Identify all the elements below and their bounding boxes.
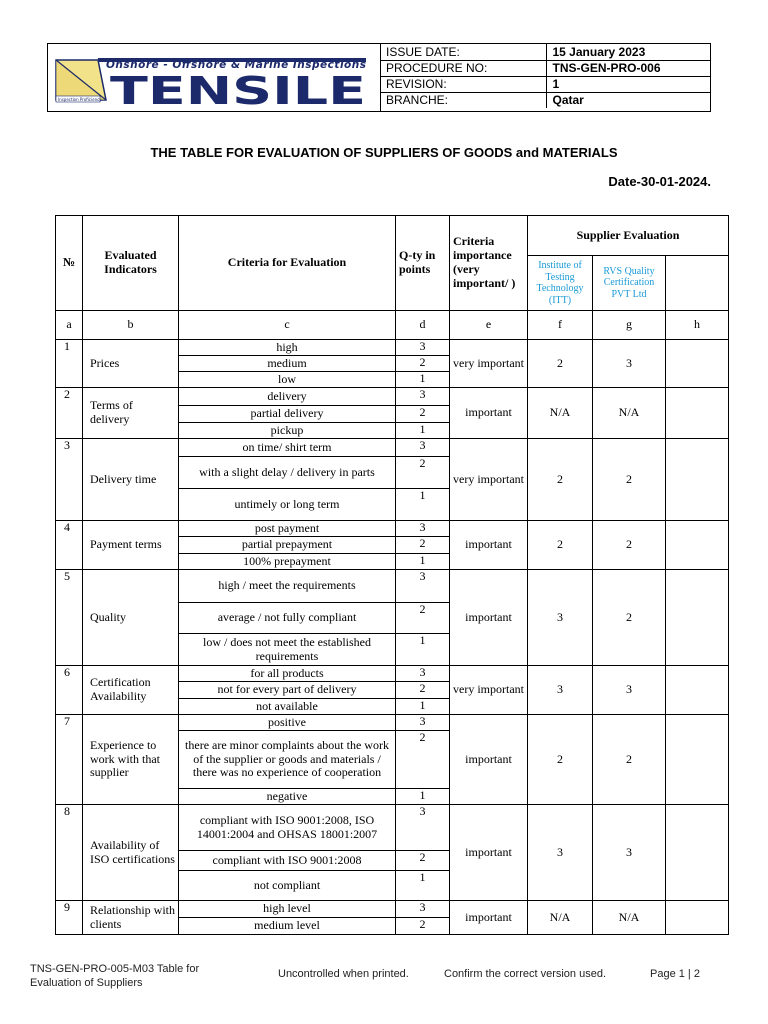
table-row	[56, 521, 729, 537]
company-logo	[48, 44, 381, 111]
criteria-importance: important	[450, 521, 528, 570]
supplier-itt-score: 3	[528, 666, 593, 715]
criteria-points: 2	[396, 682, 450, 699]
supplier-empty-score	[666, 521, 729, 570]
supplier-rvs-score: N/A	[593, 388, 666, 439]
column-letter: d	[396, 311, 450, 340]
footer-doc-ref: TNS-GEN-PRO-005-M03 Table for Evaluation of Suppliers	[30, 963, 200, 990]
supplier-itt-score: 2	[528, 340, 593, 388]
criteria-text: high level	[179, 901, 396, 918]
row-number: 4	[56, 521, 83, 570]
procedure-no-value: TNS-GEN-PRO-006	[546, 60, 710, 76]
footer-uncontrolled: Uncontrolled when printed.	[278, 968, 409, 980]
criteria-importance: important	[450, 715, 528, 805]
criteria-points: 1	[396, 554, 450, 570]
column-letter: g	[593, 311, 666, 340]
criteria-importance: very important	[450, 340, 528, 388]
footer-confirm-version: Confirm the correct version used.	[444, 968, 607, 980]
header-supplier-itt: Institute of Testing Technology (ITT)	[528, 256, 593, 311]
criteria-text: compliant with ISO 9001:2008, ISO 14001:2004 and OHSAS 18001:2007	[179, 805, 396, 851]
table-row	[56, 570, 729, 603]
supplier-rvs-score: 3	[593, 805, 666, 901]
criteria-importance: important	[450, 901, 528, 935]
criteria-points: 1	[396, 699, 450, 715]
document-title: THE TABLE FOR EVALUATION OF SUPPLIERS OF GOODS and MATERIALS	[150, 145, 618, 160]
criteria-text: high / meet the requirements	[179, 570, 396, 603]
evaluated-indicator: Relationship with clients	[83, 901, 179, 935]
supplier-empty-score	[666, 570, 729, 666]
criteria-points: 3	[396, 901, 450, 918]
criteria-points: 2	[396, 356, 450, 372]
supplier-itt-score: 3	[528, 570, 593, 666]
table-row	[56, 340, 729, 356]
criteria-points: 1	[396, 871, 450, 901]
criteria-text: for all products	[179, 666, 396, 682]
criteria-points: 3	[396, 666, 450, 682]
criteria-text: untimely or long term	[179, 489, 396, 521]
row-number: 2	[56, 388, 83, 439]
header-supplier-rvs: RVS Quality Certification PVT Ltd	[593, 256, 666, 311]
supplier-rvs-score: 2	[593, 521, 666, 570]
logo-badge: Inspection Proficiency	[58, 97, 102, 102]
supplier-rvs-score: 2	[593, 715, 666, 805]
supplier-rvs-score: N/A	[593, 901, 666, 935]
header-supplier-empty	[666, 256, 729, 311]
row-number: 5	[56, 570, 83, 666]
revision-label: REVISION:	[380, 76, 546, 92]
supplier-empty-score	[666, 340, 729, 388]
criteria-points: 3	[396, 521, 450, 537]
criteria-points: 2	[396, 406, 450, 423]
header-criteria: Criteria for Evaluation	[179, 216, 396, 311]
criteria-text: low	[179, 372, 396, 388]
table-row	[56, 388, 729, 406]
criteria-points: 1	[396, 372, 450, 388]
supplier-rvs-score: 2	[593, 439, 666, 521]
criteria-points: 1	[396, 489, 450, 521]
criteria-points: 3	[396, 340, 450, 356]
evaluated-indicator: Prices	[83, 340, 179, 388]
column-letter: b	[83, 311, 179, 340]
criteria-text: not compliant	[179, 871, 396, 901]
evaluated-indicator: Availability of ISO certifications	[83, 805, 179, 901]
criteria-text: not for every part of delivery	[179, 682, 396, 699]
criteria-points: 3	[396, 439, 450, 457]
supplier-itt-score: 2	[528, 521, 593, 570]
criteria-text: partial delivery	[179, 406, 396, 423]
supplier-rvs-score: 3	[593, 666, 666, 715]
criteria-text: post payment	[179, 521, 396, 537]
procedure-no-label: PROCEDURE NO:	[380, 60, 546, 76]
supplier-empty-score	[666, 805, 729, 901]
supplier-evaluation-table	[55, 215, 729, 935]
supplier-itt-score: 2	[528, 715, 593, 805]
column-letter: c	[179, 311, 396, 340]
supplier-itt-score: 2	[528, 439, 593, 521]
supplier-empty-score	[666, 439, 729, 521]
criteria-points: 2	[396, 731, 450, 789]
criteria-text: with a slight delay / delivery in parts	[179, 457, 396, 489]
criteria-points: 1	[396, 634, 450, 666]
supplier-empty-score	[666, 715, 729, 805]
logo-name: TENSILE	[110, 69, 366, 111]
criteria-text: partial prepayment	[179, 537, 396, 554]
header-number: №	[56, 216, 83, 311]
row-number: 9	[56, 901, 83, 935]
criteria-text: medium level	[179, 918, 396, 935]
evaluated-indicator: Certification Availability	[83, 666, 179, 715]
criteria-text: delivery	[179, 388, 396, 406]
criteria-points: 2	[396, 603, 450, 634]
header-criteria-importance: Criteria importance (very important/ )	[450, 216, 528, 311]
criteria-text: negative	[179, 789, 396, 805]
issue-date-value: 15 January 2023	[546, 44, 710, 60]
criteria-text: 100% prepayment	[179, 554, 396, 570]
criteria-points: 1	[396, 789, 450, 805]
evaluated-indicator: Terms of delivery	[83, 388, 179, 439]
criteria-importance: important	[450, 805, 528, 901]
table-row	[56, 901, 729, 918]
document-header	[47, 43, 711, 112]
criteria-points: 2	[396, 851, 450, 871]
table-row	[56, 715, 729, 731]
supplier-rvs-score: 3	[593, 340, 666, 388]
branch-value: Qatar	[552, 93, 584, 108]
branch-label: BRANCHE:	[380, 92, 546, 108]
criteria-importance: important	[450, 570, 528, 666]
criteria-importance: very important	[450, 666, 528, 715]
row-number: 8	[56, 805, 83, 901]
criteria-text: pickup	[179, 423, 396, 439]
evaluated-indicator: Experience to work with that supplier	[83, 715, 179, 805]
footer-page-number: Page 1 | 2	[650, 968, 700, 980]
supplier-itt-score: N/A	[528, 388, 593, 439]
header-qty-points: Q-ty in points	[396, 216, 450, 311]
header-evaluated-indicators: Evaluated Indicators	[83, 216, 179, 311]
criteria-importance: important	[450, 388, 528, 439]
column-letter: a	[56, 311, 83, 340]
supplier-itt-score: 3	[528, 805, 593, 901]
evaluated-indicator: Quality	[83, 570, 179, 666]
issue-date-label: ISSUE DATE:	[380, 44, 546, 60]
supplier-empty-score	[666, 666, 729, 715]
header-supplier-evaluation: Supplier Evaluation	[528, 216, 729, 256]
criteria-text: compliant with ISO 9001:2008	[179, 851, 396, 871]
evaluated-indicator: Delivery time	[83, 439, 179, 521]
criteria-points: 3	[396, 715, 450, 731]
criteria-points: 2	[396, 537, 450, 554]
criteria-text: there are minor complaints about the work of the supplier or goods and materials / there was no experience of cooperation	[179, 731, 396, 789]
column-letter: e	[450, 311, 528, 340]
criteria-points: 3	[396, 805, 450, 851]
logo-tagline: Onshore - Offshore & Marine Inspections	[106, 59, 366, 71]
criteria-text: not available	[179, 699, 396, 715]
table-row	[56, 666, 729, 682]
row-number: 7	[56, 715, 83, 805]
criteria-text: on time/ shirt term	[179, 439, 396, 457]
criteria-text: high	[179, 340, 396, 356]
column-letter: h	[666, 311, 729, 340]
supplier-empty-score	[666, 901, 729, 935]
row-number: 6	[56, 666, 83, 715]
column-letters-row	[56, 311, 729, 340]
criteria-text: medium	[179, 356, 396, 372]
row-number: 1	[56, 340, 83, 388]
document-info-table	[380, 44, 710, 108]
criteria-text: average / not fully compliant	[179, 603, 396, 634]
table-row	[56, 805, 729, 851]
evaluated-indicator: Payment terms	[83, 521, 179, 570]
supplier-rvs-score: 2	[593, 570, 666, 666]
supplier-itt-score: N/A	[528, 901, 593, 935]
revision-value: 1	[546, 76, 710, 92]
supplier-empty-score	[666, 388, 729, 439]
criteria-points: 2	[396, 457, 450, 489]
criteria-points: 3	[396, 388, 450, 406]
row-number: 3	[56, 439, 83, 521]
criteria-points: 2	[396, 918, 450, 935]
tensile-logo	[48, 44, 378, 111]
criteria-text: low / does not meet the established requirements	[179, 634, 396, 666]
criteria-importance: very important	[450, 439, 528, 521]
criteria-points: 1	[396, 423, 450, 439]
document-date: Date-30-01-2024.	[608, 174, 711, 189]
criteria-text: positive	[179, 715, 396, 731]
table-row	[56, 439, 729, 457]
criteria-points: 3	[396, 570, 450, 603]
column-letter: f	[528, 311, 593, 340]
